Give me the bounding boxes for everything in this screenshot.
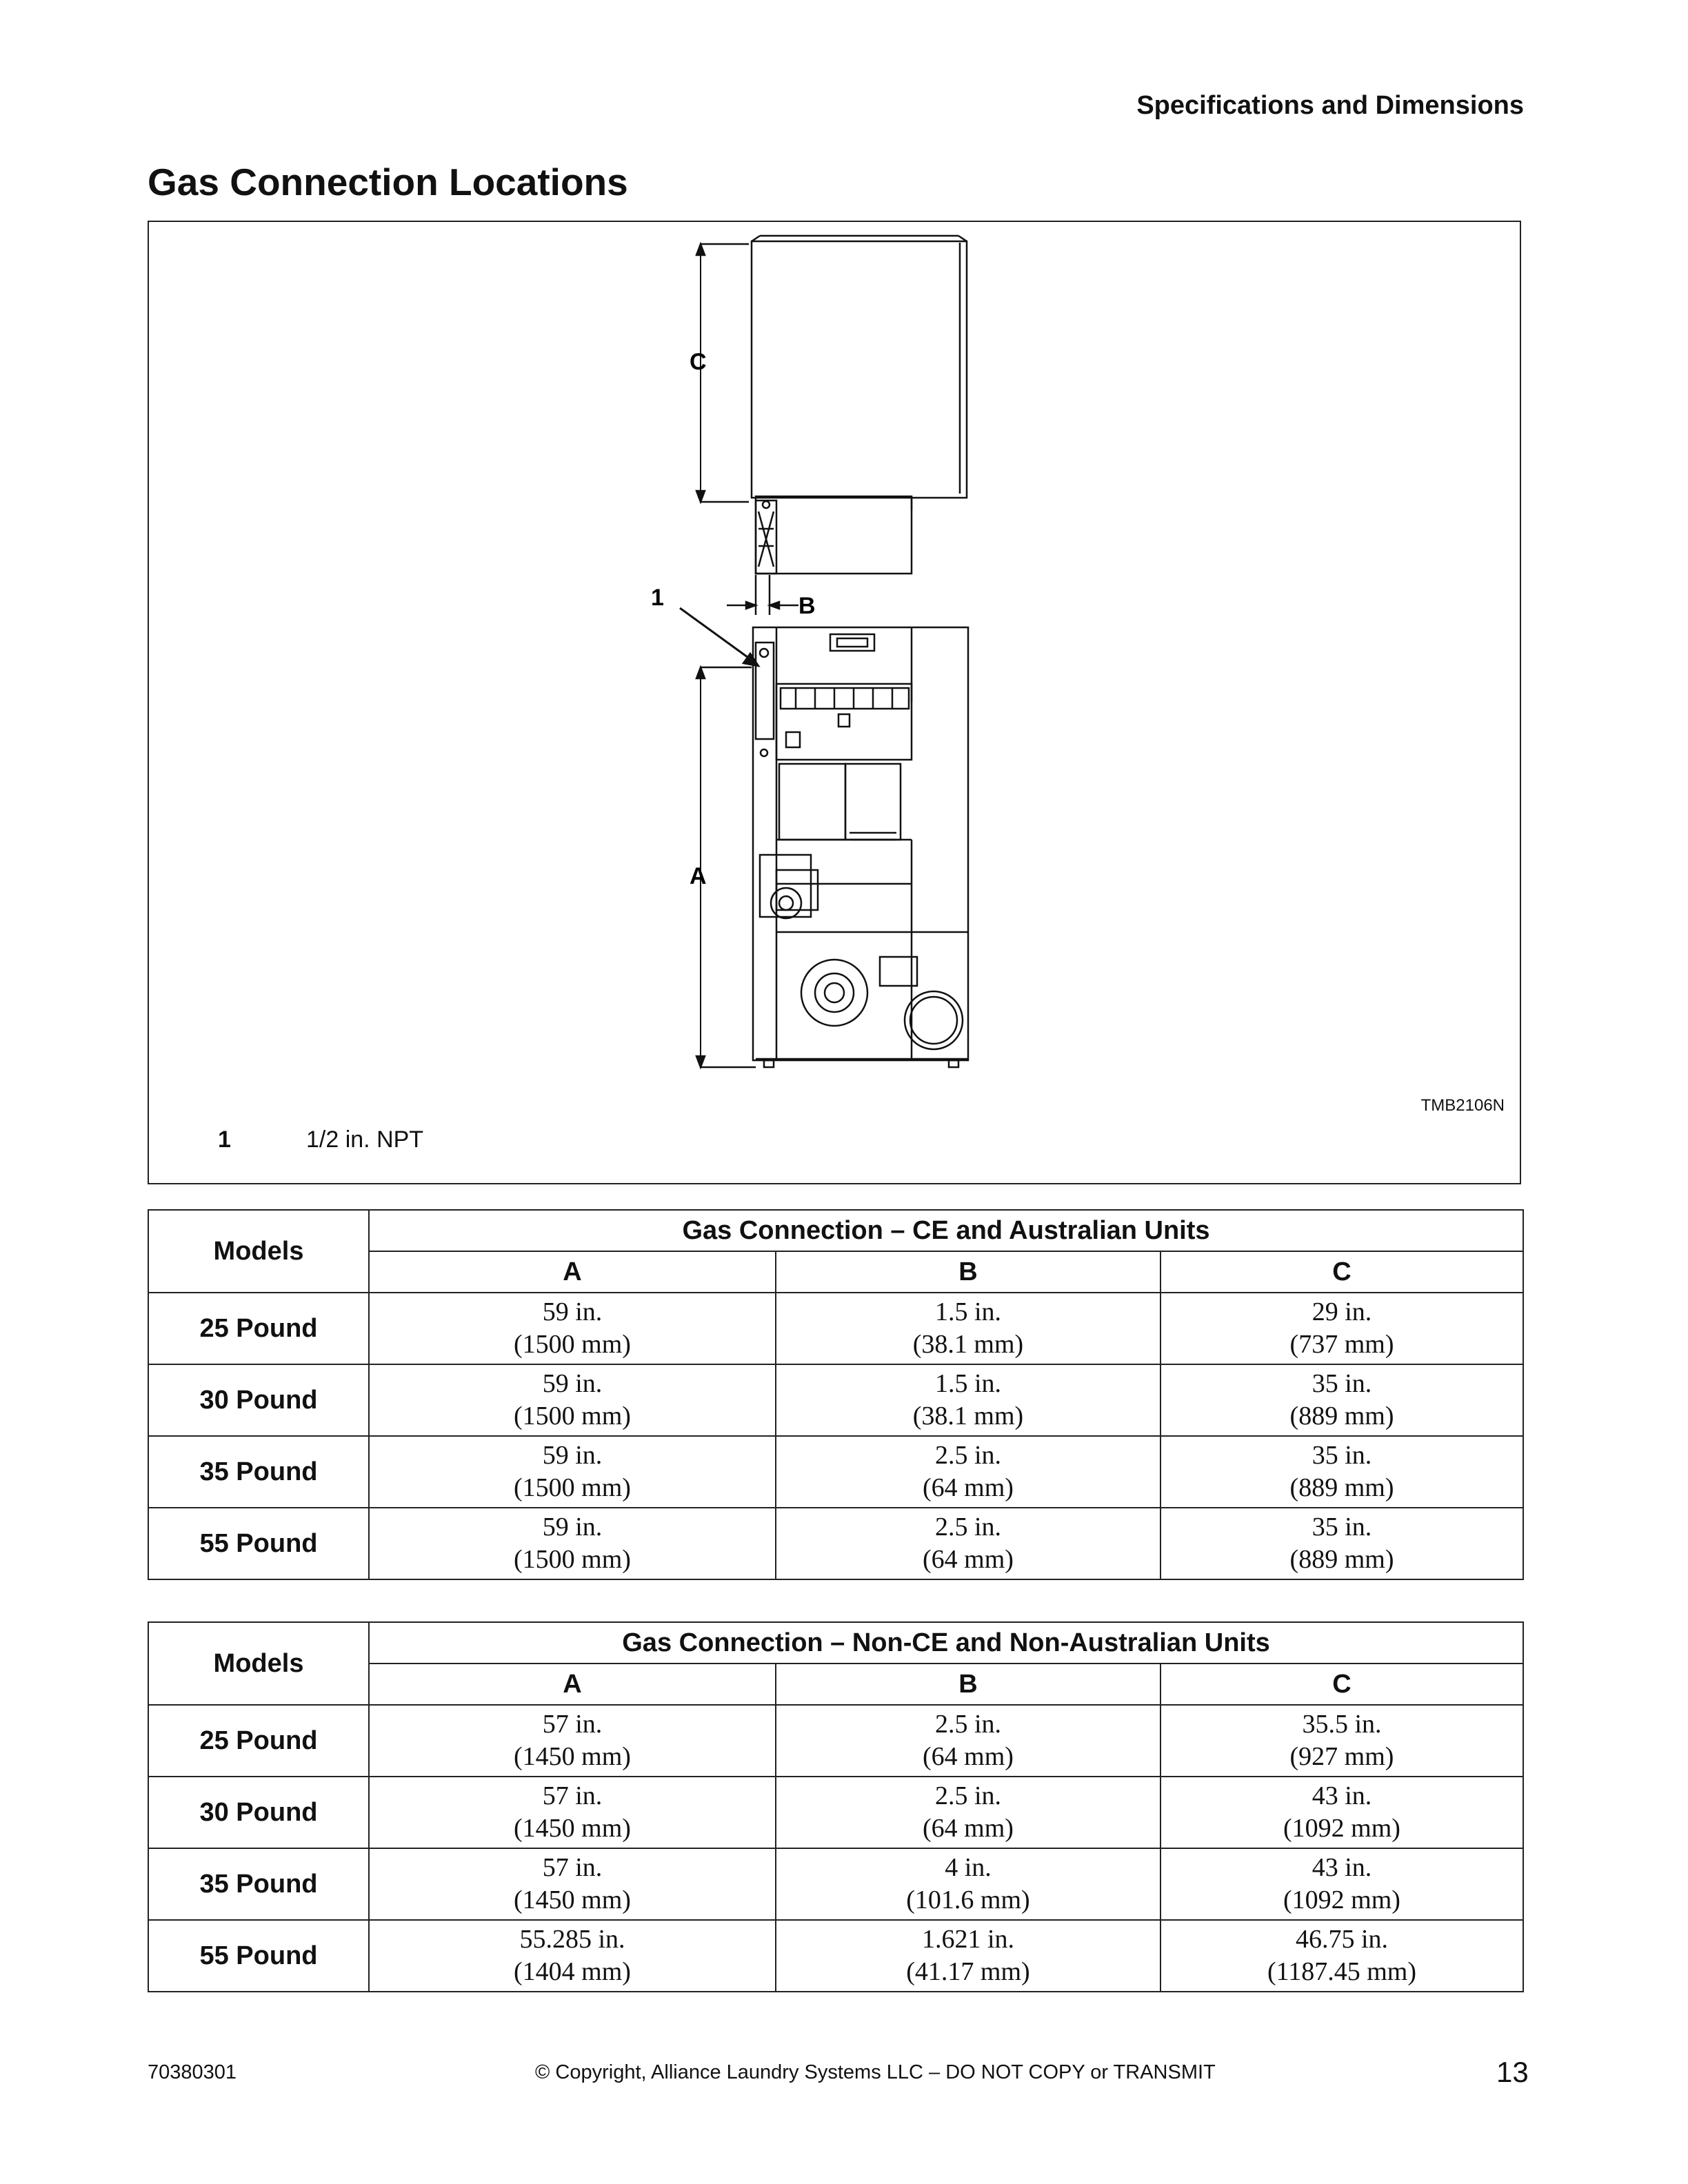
dim-label-c: C bbox=[690, 349, 707, 375]
front-view-cabinet bbox=[753, 627, 968, 1060]
callout-number: 1 bbox=[218, 1126, 231, 1153]
table-row bbox=[148, 1508, 1523, 1579]
value-cell-a: 57 in. (1450 mm) bbox=[369, 1848, 776, 1920]
value-cell-c: 43 in. (1092 mm) bbox=[1160, 1777, 1523, 1848]
value-cell-c: 35 in. (889 mm) bbox=[1160, 1436, 1523, 1508]
value-cell-a: 59 in. (1500 mm) bbox=[369, 1293, 776, 1364]
value-cell-c: 29 in. (737 mm) bbox=[1160, 1293, 1523, 1364]
callout-text: 1/2 in. NPT bbox=[306, 1126, 424, 1153]
section-header: Specifications and Dimensions bbox=[1136, 91, 1524, 120]
table-row bbox=[148, 1436, 1523, 1508]
table-row bbox=[148, 1848, 1523, 1920]
value-cell-b: 1.621 in. (41.17 mm) bbox=[776, 1920, 1160, 1992]
value-cell-a: 57 in. (1450 mm) bbox=[369, 1777, 776, 1848]
group-header: Gas Connection – CE and Australian Units bbox=[369, 1210, 1523, 1251]
value-cell-b: 2.5 in. (64 mm) bbox=[776, 1705, 1160, 1777]
dryer-diagram bbox=[149, 222, 1521, 1184]
column-header-b: B bbox=[776, 1664, 1160, 1705]
value-cell-b: 2.5 in. (64 mm) bbox=[776, 1777, 1160, 1848]
gas-connection-figure bbox=[148, 221, 1521, 1184]
value-cell-a: 59 in. (1500 mm) bbox=[369, 1508, 776, 1579]
group-header: Gas Connection – Non-CE and Non-Australian Units bbox=[369, 1622, 1523, 1664]
lint-port bbox=[801, 960, 867, 1026]
value-cell-c: 46.75 in. (1187.45 mm) bbox=[1160, 1920, 1523, 1992]
figure-code: TMB2106N bbox=[1420, 1096, 1505, 1115]
dim-label-b: B bbox=[798, 593, 816, 619]
value-cell-c: 43 in. (1092 mm) bbox=[1160, 1848, 1523, 1920]
value-cell-b: 2.5 in. (64 mm) bbox=[776, 1436, 1160, 1508]
column-header-c: C bbox=[1160, 1664, 1523, 1705]
control-panel bbox=[776, 684, 912, 760]
value-cell-a: 57 in. (1450 mm) bbox=[369, 1705, 776, 1777]
page-number: 13 bbox=[1496, 2056, 1529, 2088]
column-header-b: B bbox=[776, 1251, 1160, 1293]
models-header: Models bbox=[148, 1622, 369, 1705]
model-cell: 30 Pound bbox=[148, 1777, 369, 1848]
table-row bbox=[148, 1705, 1523, 1777]
column-header-c: C bbox=[1160, 1251, 1523, 1293]
model-cell: 55 Pound bbox=[148, 1508, 369, 1579]
value-cell-a: 59 in. (1500 mm) bbox=[369, 1364, 776, 1436]
value-cell-b: 1.5 in. (38.1 mm) bbox=[776, 1364, 1160, 1436]
table-row bbox=[148, 1920, 1523, 1992]
value-cell-b: 4 in. (101.6 mm) bbox=[776, 1848, 1160, 1920]
model-cell: 35 Pound bbox=[148, 1436, 369, 1508]
model-cell: 25 Pound bbox=[148, 1705, 369, 1777]
blower bbox=[760, 855, 811, 917]
exhaust-port bbox=[905, 991, 963, 1049]
value-cell-c: 35 in. (889 mm) bbox=[1160, 1364, 1523, 1436]
table-row bbox=[148, 1364, 1523, 1436]
model-cell: 30 Pound bbox=[148, 1364, 369, 1436]
model-cell: 35 Pound bbox=[148, 1848, 369, 1920]
table-row bbox=[148, 1777, 1523, 1848]
value-cell-b: 1.5 in. (38.1 mm) bbox=[776, 1293, 1160, 1364]
value-cell-a: 59 in. (1500 mm) bbox=[369, 1436, 776, 1508]
value-cell-c: 35 in. (889 mm) bbox=[1160, 1508, 1523, 1579]
doc-number: 70380301 bbox=[148, 2061, 237, 2083]
column-header-a: A bbox=[369, 1251, 776, 1293]
table-row bbox=[148, 1293, 1523, 1364]
model-cell: 25 Pound bbox=[148, 1293, 369, 1364]
table-non-ce-australian bbox=[148, 1621, 1524, 1992]
top-view-lower-box bbox=[756, 496, 912, 574]
top-view-cabinet bbox=[752, 241, 967, 498]
models-header: Models bbox=[148, 1210, 369, 1293]
dim-label-a: A bbox=[690, 863, 707, 889]
value-cell-a: 55.285 in. (1404 mm) bbox=[369, 1920, 776, 1992]
table-ce-australian bbox=[148, 1209, 1524, 1580]
model-cell: 55 Pound bbox=[148, 1920, 369, 1992]
copyright-notice: © Copyright, Alliance Laundry Systems LLC – DO NOT COPY or TRANSMIT bbox=[535, 2061, 1216, 2083]
page-title: Gas Connection Locations bbox=[148, 161, 628, 203]
callout-marker: 1 bbox=[651, 585, 664, 611]
value-cell-b: 2.5 in. (64 mm) bbox=[776, 1508, 1160, 1579]
column-header-a: A bbox=[369, 1664, 776, 1705]
value-cell-c: 35.5 in. (927 mm) bbox=[1160, 1705, 1523, 1777]
